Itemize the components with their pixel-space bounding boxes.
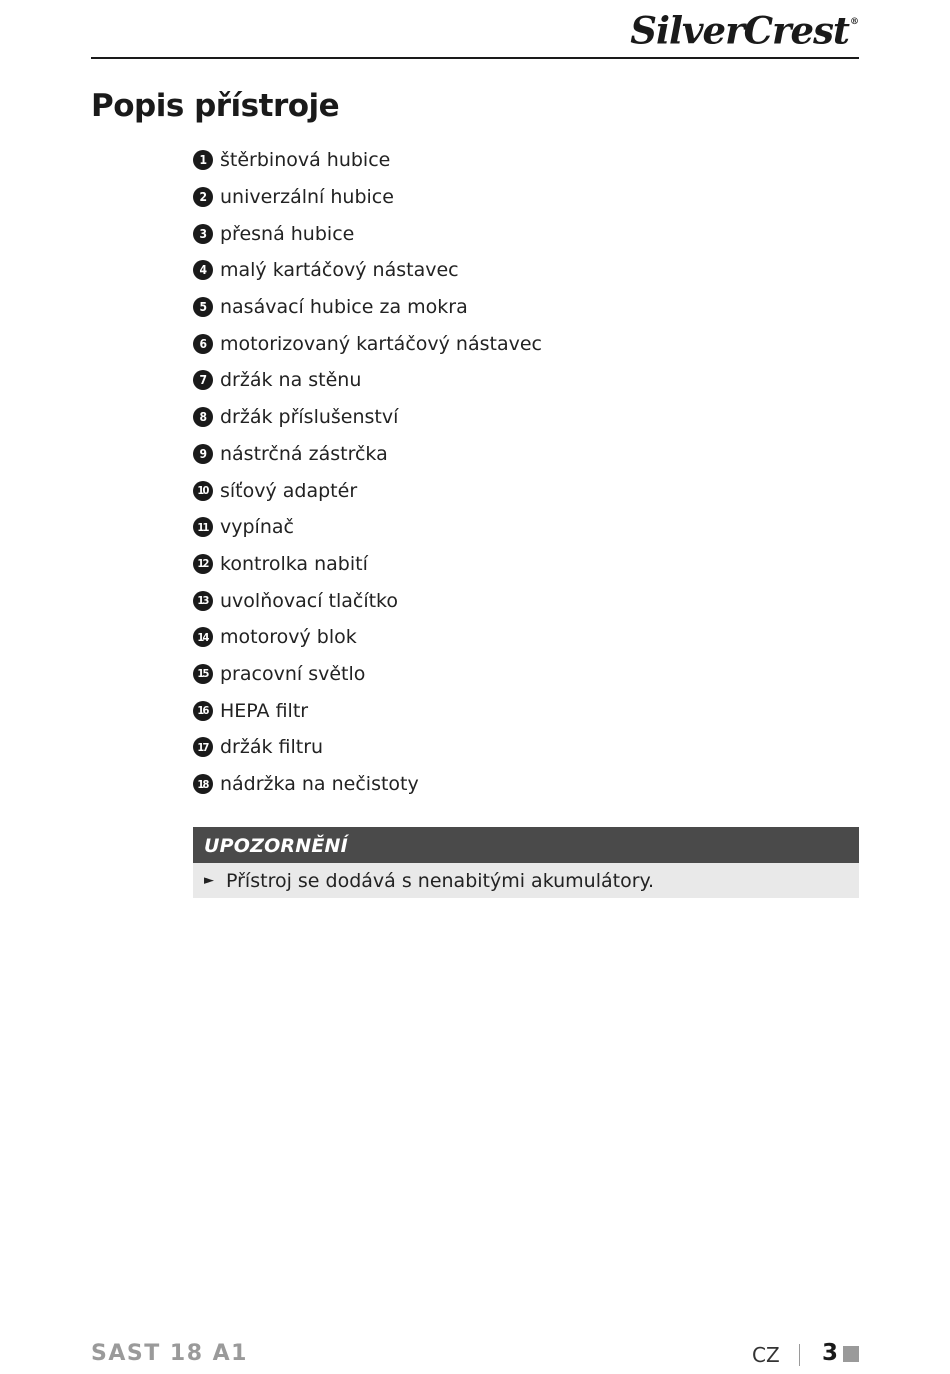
item-label: malý kartáčový nástavec [220,259,459,282]
item-number-badge: 1 [193,150,213,170]
item-label: vypínač [220,516,294,539]
registered-mark: ® [850,17,858,27]
item-number-badge: 14 [193,627,213,647]
item-number-badge: 16 [193,701,213,721]
item-label: motorový blok [220,626,357,649]
page-number: 3 [822,1340,839,1366]
item-label: univerzální hubice [220,186,394,209]
list-item [193,766,542,803]
bullet-arrow-icon: ► [204,873,214,888]
item-label: pracovní světlo [220,662,366,685]
list-item [193,179,542,216]
brand-name: SilverCrest [630,8,849,53]
item-number-badge: 12 [193,554,213,574]
item-label: přesná hubice [220,222,355,245]
item-label: držák příslušenství [220,406,399,429]
item-number-badge: 9 [193,444,213,464]
item-number-badge: 11 [193,517,213,537]
item-number-badge: 8 [193,407,213,427]
item-label: držák na stěnu [220,369,362,392]
item-number-badge: 13 [193,591,213,611]
list-item [193,509,542,546]
footer-divider [799,1344,800,1366]
item-number-badge: 15 [193,664,213,684]
page-marker-square [843,1346,859,1362]
header-divider [91,57,859,59]
model-name: SAST 18 A1 [91,1341,248,1366]
item-label: kontrolka nabití [220,552,368,575]
list-item [193,436,542,473]
warning-body [193,863,859,898]
list-item [193,362,542,399]
warning-heading: UPOZORNĚNÍ [193,827,859,863]
item-label: nástrčná zástrčka [220,442,388,465]
list-item [193,252,542,289]
item-label: síťový adaptér [220,479,358,502]
list-item [193,729,542,766]
item-number-badge: 2 [193,187,213,207]
warning-box [193,827,859,898]
list-item [193,399,542,436]
parts-list [193,142,542,802]
list-item [193,656,542,693]
item-label: HEPA filtr [220,699,309,722]
item-number-badge: 6 [193,334,213,354]
page-title: Popis přístroje [91,88,340,124]
item-label: nádržka na nečistoty [220,773,419,796]
list-item [193,289,542,326]
item-number-badge: 18 [193,774,213,794]
item-label: štěrbinová hubice [220,149,391,172]
list-item [193,215,542,252]
item-label: držák filtru [220,736,324,759]
item-number-badge: 17 [193,737,213,757]
list-item [193,546,542,583]
item-number-badge: 10 [193,481,213,501]
list-item [193,142,542,179]
item-label: motorizovaný kartáčový nástavec [220,332,542,355]
list-item [193,582,542,619]
list-item [193,692,542,729]
item-number-badge: 3 [193,224,213,244]
list-item [193,325,542,362]
item-label: uvolňovací tlačítko [220,589,399,612]
warning-text: Přístroj se dodává s nenabitými akumulátory. [226,869,655,892]
language-code: CZ [752,1343,780,1367]
item-number-badge: 5 [193,297,213,317]
list-item [193,472,542,509]
list-item [193,619,542,656]
item-number-badge: 7 [193,370,213,390]
brand-logo [630,8,858,53]
item-label: nasávací hubice za mokra [220,296,468,319]
item-number-badge: 4 [193,260,213,280]
